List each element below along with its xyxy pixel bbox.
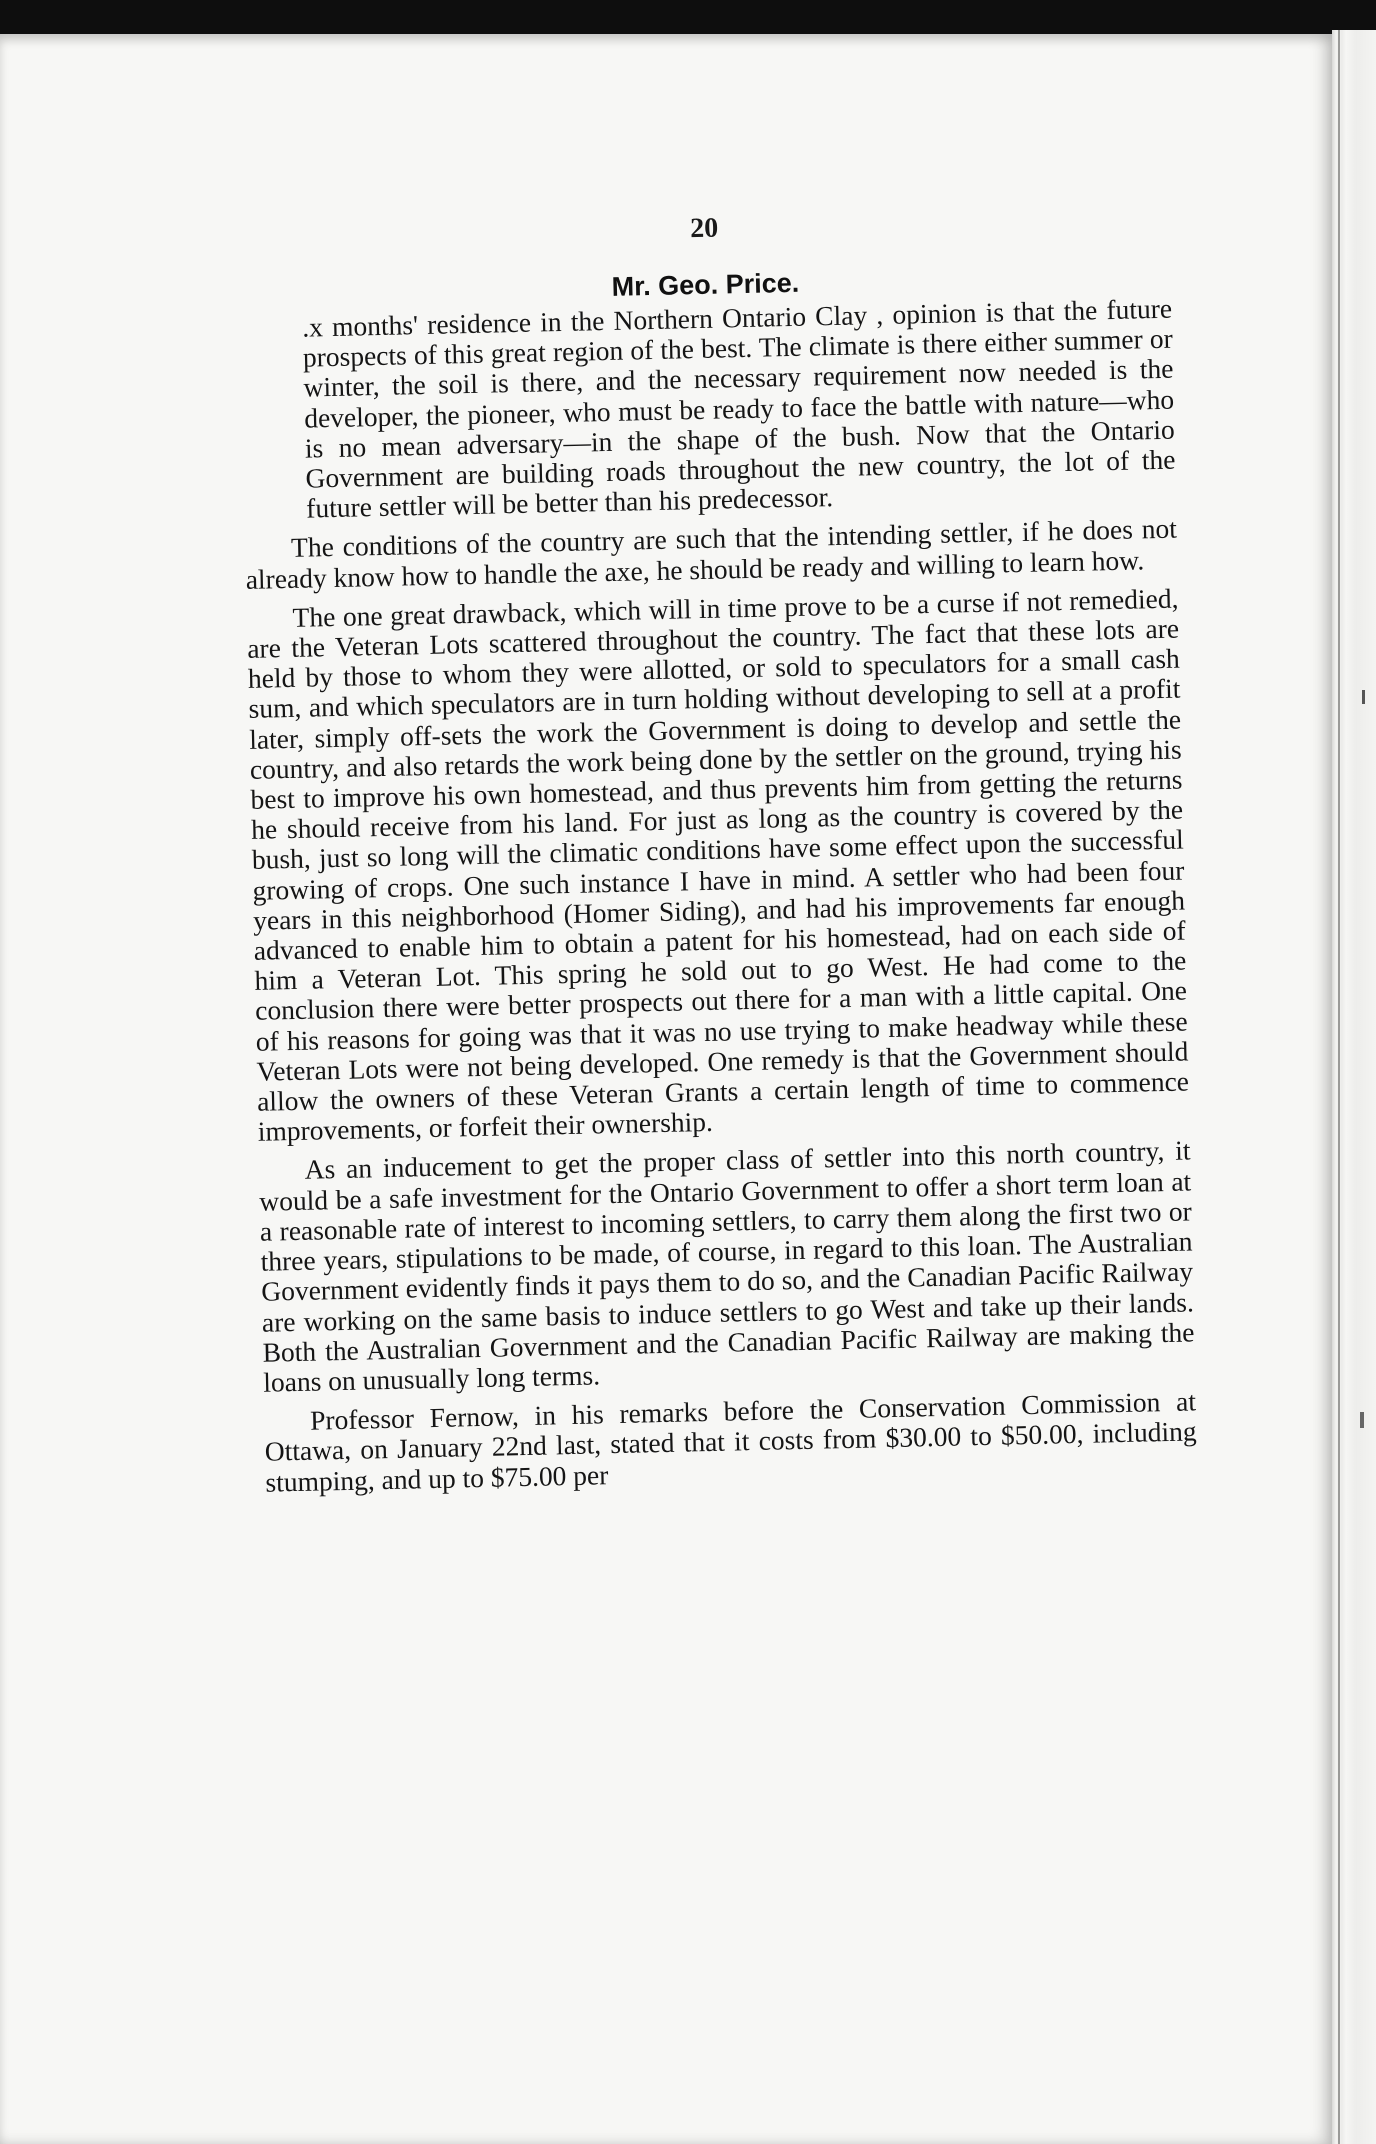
paragraph-3: The one great drawback, which will in time prove to be a curse if not remedied, are the Veteran Lots scattered throughout the country. The fact that these lots are held by those to whom they were allotted, or sold to speculators for a small cash sum, and which speculators are in turn holding without developing to sell at a profit later, simply off-sets the work the Government is doing to develop and settle the country, and also retards the work being done by the settler on the ground, trying his best to improve his own homestead, and thus prevents him from getting the returns he should receive from his land. For just as long as the country is covered by the bush, just so long will the climatic conditions have some effect upon the successful growing of crops. One such instance I have in mind. A settler who had been four years in this neighborhood (Homer Siding), and had his improvements far enough advanced to enable him to obtain a patent for his homestead, had on each side of him a Veteran Lot. This spring he sold out to go West. He had come to the conclusion there were better prospects out there for a man with a little capital. One of his reasons for going was that it was no use trying to make headway while these Veteran Lots were not being developed. One remedy is that the Government should allow the owners of these Veteran Grants a certain length of time to commence improvements, or forfeit their ownership. — [246, 582, 1190, 1148]
paragraph-5: Professor Fernow, in his remarks before the Conservation Commission at Ottawa, on January 22nd last, stated that it costs from $30.00 to $50.00, including stumping, and up to $75.00 per — [264, 1385, 1197, 1498]
page-fold-line — [1338, 30, 1340, 2144]
paragraph-4: As an inducement to get the proper class of settler into this north country, it would be a safe investment for the Ontario Government to offer a short term loan at a reasonable rate of interest to incoming settlers, to carry them along the first two or three years, stipulations to be made, of course, in regard to this loan. The Australian Government evidently finds it pays them to do so, and the Canadian Pacific Railway are working on the same basis to induce settlers to go West and take up their lands. Both the Australian Government and the Canadian Pacific Railway are making the loans on unusually long terms. — [258, 1134, 1195, 1398]
text-column — [238, 204, 1198, 1507]
book-page — [0, 34, 1332, 2144]
paragraph-1: .x months' residence in the Northern Ontario Clay , opinion is that the future prospects of this great region of the best. The climate is there either summer or winter, the soil is there, and the necessary requirement now needed is the developer, the pioneer, who must be ready to face the battle with nature—who is no mean adversary—in the shape of the bush. Now that the Ontario Government are building roads throughout the new country, the lot of the future settler will be better than his predecessor. — [301, 292, 1176, 524]
page-number: 20 — [689, 212, 719, 245]
section-heading: Mr. Geo. Price. — [611, 267, 800, 302]
edge-mark — [1360, 1412, 1364, 1428]
paragraph-2: The conditions of the country are such that the intending settler, if he does not already know how to handle the axe, he should be ready and willing to learn how. — [245, 513, 1178, 595]
edge-mark — [1362, 690, 1365, 704]
scan-top-border — [0, 0, 1376, 36]
